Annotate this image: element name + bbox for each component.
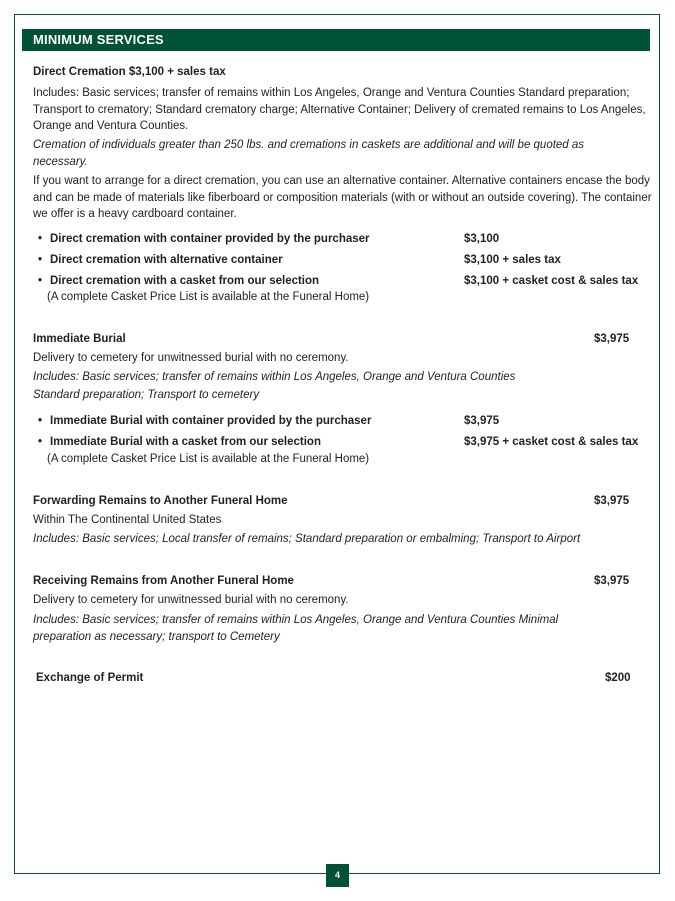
cremation-option-3-sub: (A complete Casket Price List is available at the Funeral Home) <box>47 291 370 303</box>
cremation-option-1-price: $3,100 <box>464 233 500 245</box>
direct-cremation-includes: Includes: Basic services; transfer of remains within Los Angeles, Orange and Ventura Counties Standard preparation; Transport to crematory; Standard crematory charge; Alternative Container; Delivery of cremated remains to Los Angeles, Orange and Ventura Counties. <box>33 87 646 132</box>
cremation-option-3-label: • Direct cremation with a casket from our selection <box>38 273 319 290</box>
burial-option-1-label: • Immediate Burial with container provided by the purchaser <box>38 413 371 430</box>
immediate-burial-price: $3,975 <box>594 333 630 345</box>
page-number: 4 <box>326 864 349 887</box>
forwarding-includes: Includes: Basic services; Local transfer of remains; Standard preparation or embalming; Transport to Airport <box>33 533 581 545</box>
forwarding-description: Within The Continental United States <box>33 514 222 526</box>
burial-option-2-sub: (A complete Casket Price List is available at the Funeral Home) <box>47 453 370 465</box>
forwarding-price: $3,975 <box>594 495 630 507</box>
exchange-permit-price: $200 <box>605 672 631 684</box>
receiving-description: Delivery to cemetery for unwitnessed burial with no ceremony. <box>33 594 349 606</box>
exchange-permit-title: Exchange of Permit <box>36 672 144 684</box>
cremation-option-3-price: $3,100 + casket cost & sales tax <box>464 275 639 287</box>
burial-option-2-price: $3,975 + casket cost & sales tax <box>464 436 639 448</box>
receiving-price: $3,975 <box>594 575 630 587</box>
section-header: MINIMUM SERVICES <box>22 29 650 51</box>
burial-option-2-label: • Immediate Burial with a casket from our selection <box>38 434 321 451</box>
cremation-option-1-label: • Direct cremation with container provided by the purchaser <box>38 231 370 248</box>
cremation-option-2-price: $3,100 + sales tax <box>464 254 561 266</box>
immediate-burial-description: Delivery to cemetery for unwitnessed burial with no ceremony. <box>33 352 349 364</box>
immediate-burial-includes-2: Standard preparation; Transport to cemetery <box>33 389 260 401</box>
immediate-burial-title: Immediate Burial <box>33 333 126 345</box>
cremation-option-2-label: • Direct cremation with alternative container <box>38 252 283 269</box>
direct-cremation-note: Cremation of individuals greater than 250 lbs. and cremations in caskets are additional and will be quoted as necessary. <box>33 139 585 168</box>
burial-option-1-price: $3,975 <box>464 415 500 427</box>
receiving-title: Receiving Remains from Another Funeral Home <box>33 575 294 587</box>
direct-cremation-title: Direct Cremation $3,100 + sales tax <box>33 66 226 78</box>
direct-cremation-container-info: If you want to arrange for a direct cremation, you can use an alternative container. Alternative containers encase the body and can be made of materials like fiberboard or composition materials (with or without an outside covering). The container we offer is a heavy cardboard container. <box>33 175 652 220</box>
receiving-includes: Includes: Basic services; transfer of remains within Los Angeles, Orange and Ventura Counties Minimal preparation as necessary; transport to Cemetery <box>33 614 559 643</box>
immediate-burial-includes-1: Includes: Basic services; transfer of remains within Los Angeles, Orange and Ventura Counties <box>33 371 516 383</box>
forwarding-title: Forwarding Remains to Another Funeral Home <box>33 495 288 507</box>
